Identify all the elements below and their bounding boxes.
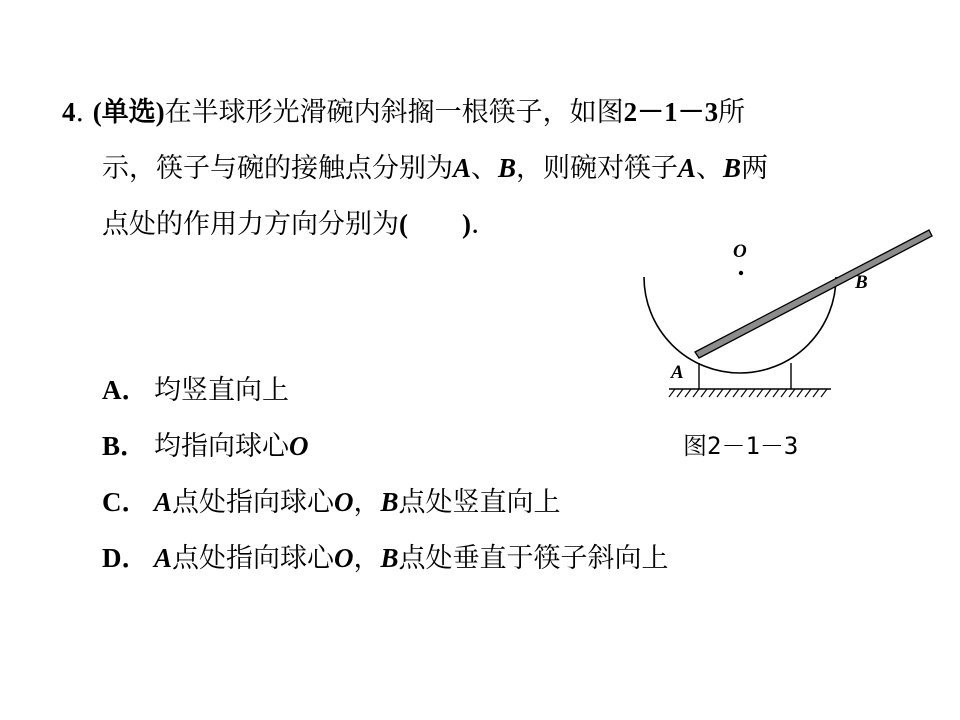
option-text-part: B <box>380 487 399 517</box>
option-b <box>102 426 309 467</box>
option-text-part: O <box>334 487 354 517</box>
figure-reference: 2－1－3 <box>623 97 719 127</box>
center-point-o <box>739 271 743 275</box>
option-d <box>102 538 669 579</box>
option-a <box>102 370 289 411</box>
question-type: (单选) <box>92 97 165 127</box>
option-text-part: 点处指向球心 <box>172 487 335 518</box>
option-letter: C． <box>102 487 149 517</box>
point-b-label: B <box>498 153 517 183</box>
option-text-part: 均指向球心 <box>154 431 289 462</box>
option-c <box>102 482 561 523</box>
label-o: O <box>733 241 747 262</box>
option-text-part: 点处垂直于筷子斜向上 <box>398 543 669 574</box>
question-text-1-end: 所 <box>718 97 746 128</box>
option-letter: D． <box>102 543 149 573</box>
dun-mark: 、 <box>471 153 499 184</box>
dun-mark-2: 、 <box>696 153 724 184</box>
question-line-3 <box>102 204 498 245</box>
question-text-2a: 示，筷子与碗的接触点分别为 <box>102 153 453 184</box>
answer-blank: ( ) <box>399 209 471 239</box>
point-a-label-2: A <box>678 153 697 183</box>
question-period: ． <box>470 209 498 240</box>
option-text-part: O <box>334 543 354 573</box>
figure-caption: 图2－1－3 <box>683 432 799 460</box>
option-text-part: 点处指向球心 <box>172 543 335 574</box>
label-a: A <box>671 362 684 383</box>
option-text-part: B <box>380 543 399 573</box>
question-text-2b: ，则碗对筷子 <box>516 153 679 184</box>
question-text-1: 在半球形光滑碗内斜搁一根筷子，如图 <box>164 97 624 128</box>
question-number-sep: . <box>75 97 85 128</box>
option-text-part: ， <box>353 487 381 518</box>
option-text-part: O <box>289 431 309 461</box>
option-text-part: A <box>154 487 173 517</box>
option-letter: B． <box>102 431 148 461</box>
question-text-3: 点处的作用力方向分别为 <box>102 209 399 240</box>
bowl-arc <box>644 277 836 373</box>
option-text-part: 点处竖直向上 <box>398 487 561 518</box>
point-b-label-2: B <box>723 153 742 183</box>
question-line-2 <box>102 148 768 189</box>
option-text-part: 均竖直向上 <box>154 375 289 406</box>
question-line-1 <box>62 92 745 133</box>
question-text-2-end: 两 <box>741 153 769 184</box>
ground-hatching <box>669 389 827 397</box>
label-b: B <box>855 272 868 293</box>
option-text-part: ， <box>353 543 381 574</box>
option-text-part: A <box>154 543 173 573</box>
question-number: 4 <box>62 97 76 127</box>
bowl-chopstick-figure <box>665 225 868 405</box>
option-letter: A． <box>102 375 149 405</box>
point-a-label: A <box>453 153 472 183</box>
